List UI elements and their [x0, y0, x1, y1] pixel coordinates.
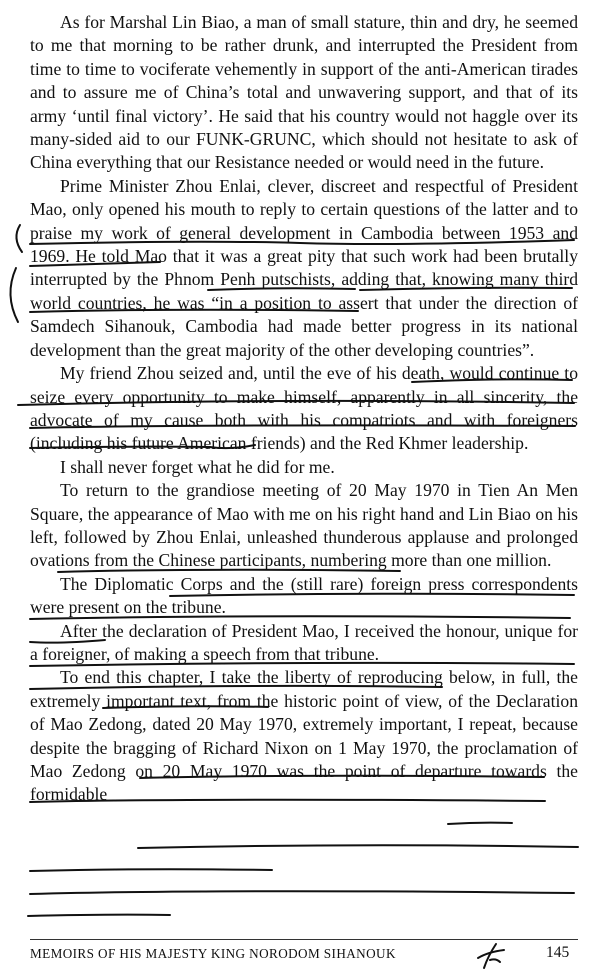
paragraph-declaration-intro: To end this chapter, I take the liberty of reproducing below, in full, the extremely important text, from the historic point of view, of the Declaration of Mao Zedong, dated 20 May 1970, extremely important, I repeat, because despite the bragging of Richard Nixon on 1 May 1970, the proclamation of Mao Zedong on 20 May 1970 was the point of departure towards the formidable — [30, 667, 578, 805]
underline-stroke — [30, 891, 574, 894]
underline-stroke — [448, 823, 512, 824]
paragraph-zhou-advocate: My friend Zhou seized and, until the eve of his death, would continue to seize every opportunity to make himself, apparently in all sincerity, the advocate of my cause both with his compatriots and with foreigners (including his future American friends) and the Red Khmer leadership. — [30, 363, 578, 454]
page-number: 145 — [546, 944, 570, 961]
underline-stroke — [138, 845, 578, 848]
body-text — [30, 11, 578, 807]
margin-bracket-icon — [16, 225, 22, 252]
signature-mark-icon — [474, 940, 508, 970]
paragraph-never-forget: I shall never forget what he did for me. — [60, 456, 335, 477]
margin-bracket-icon — [10, 268, 18, 322]
underline-stroke — [28, 915, 170, 916]
running-title: MEMOIRS OF HIS MAJESTY KING NORODOM SIHANOUK — [30, 946, 396, 961]
paragraph-diplomatic-corps: The Diplomatic Corps and the (still rare) foreign press correspondents were present on the tribune. — [30, 573, 578, 618]
paragraph-speech-honour: After the declaration of President Mao, I received the honour, unique for a foreigner, of making a speech from that tribune. — [30, 620, 578, 664]
underline-stroke — [30, 869, 272, 871]
paragraph-tien-an-men: To return to the grandiose meeting of 20 May 1970 in Tien An Men Square, the appearance of Mao with me on his right hand and Lin Biao on his left, followed by Zhou Enlai, unleashed thunderous applause and prolonged ovations from the Chinese participants, numbering more than one million. — [30, 480, 578, 571]
paragraph-lin-biao: As for Marshal Lin Biao, a man of small stature, thin and dry, he seemed to me that morning to be rather drunk, and interrupted the President from time to time to vociferate vehemently in support of the anti-American tirades and to assure me of China’s total and unwavering support, and that of its army ‘until final victory’. He said that his country would not haggle over its many-sided aid to our FUNK-GRUNC, which should not hesitate to ask of China everything that our Resistance needed or would need in the future. — [30, 12, 578, 173]
paragraph-zhou-enlai-praise: Prime Minister Zhou Enlai, clever, discreet and respectful of President Mao, only opened his mouth to reply to certain questions of the latter and to praise my work of general development in Cambodia between 1953 and 1969. He told Mao that it was a great pity that such work had been brutally interrupted by the Phnom Penh putschists, adding that, knowing many third world countries, he was “in a position to assert that under the direction of Samdech Sihanouk, Cambodia had made better progress in its national development than the great majority of the other developing countries”. — [30, 175, 578, 360]
